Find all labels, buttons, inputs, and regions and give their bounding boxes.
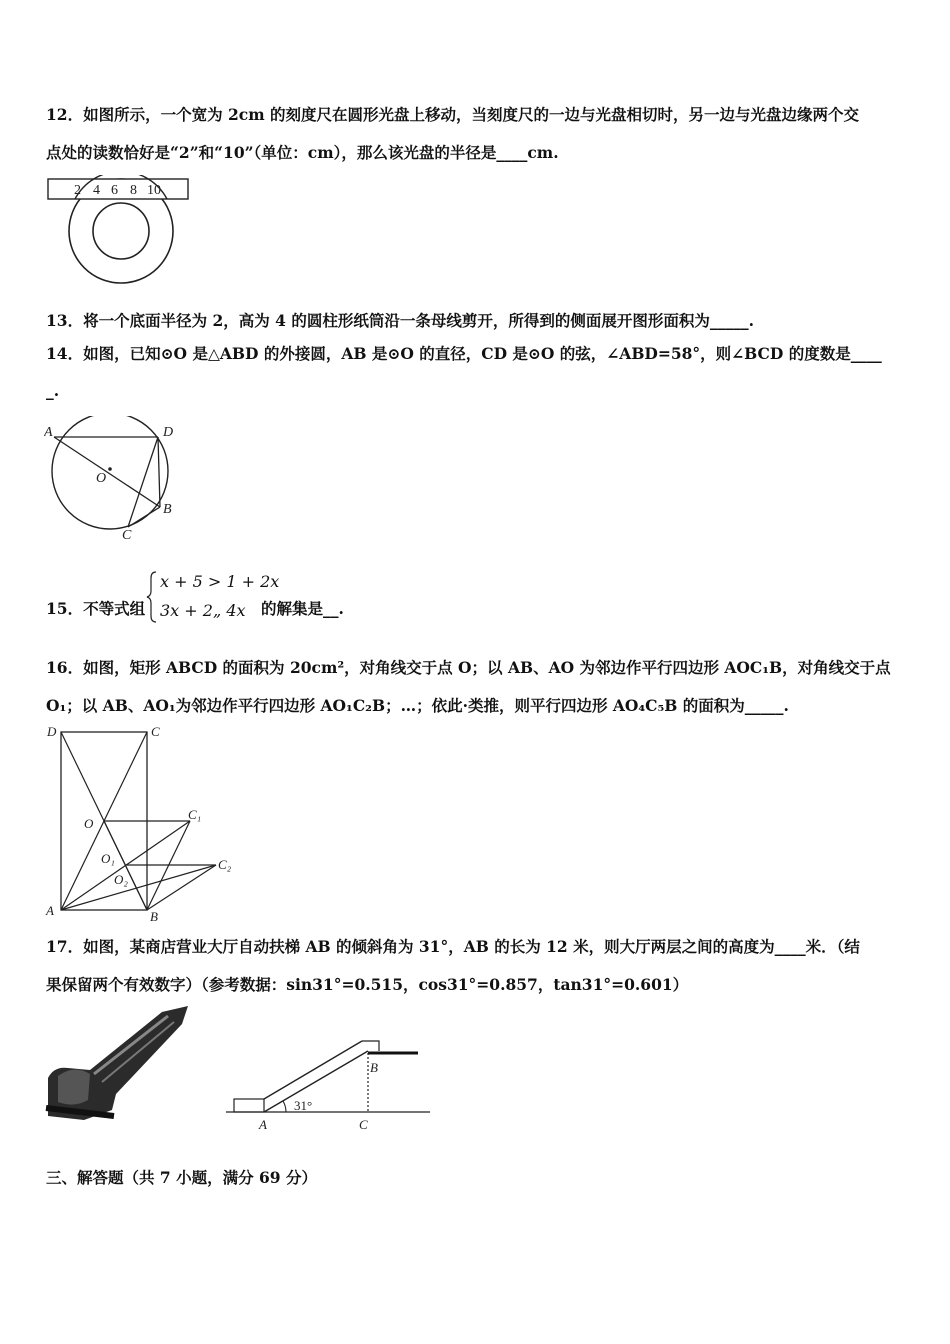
ruler-tick-8: 8 — [130, 183, 137, 198]
escalator-line-ab — [264, 1051, 368, 1112]
label-o2: O₂ — [114, 872, 128, 887]
ruler-tick-10: 10 — [147, 183, 161, 198]
label-c: C — [151, 724, 160, 739]
q12-line1: 12．如图所示，一个宽为 2cm 的刻度尺在圆形光盘上移动，当刻度尺的一边与光盘相切时，另一边与光盘边缘两个交 — [46, 105, 859, 124]
q15-prefix: 15．不等式组 — [46, 599, 146, 618]
inner-disc-circle — [93, 203, 149, 259]
ruler-tick-2: 2 — [74, 183, 81, 198]
q17-line1: 17．如图，某商店营业大厅自动扶梯 AB 的倾斜角为 31°，AB 的长为 12 米，则大厅两层之间的高度为____米．（结 — [46, 937, 860, 956]
q14-line1: 14．如图，已知⊙O 是△ABD 的外接圆，AB 是⊙O 的直径，CD 是⊙O 的弦，∠ABD=58°，则∠BCD 的度数是____ — [46, 344, 882, 363]
escalator-photo — [44, 1004, 194, 1124]
ruler-tick-4: 4 — [93, 183, 100, 198]
escalator-upper-rail — [264, 1041, 362, 1099]
label-a: A — [44, 425, 53, 440]
lower-step — [234, 1099, 264, 1112]
q16-line2: O₁；以 AB、AO₁为邻边作平行四边形 AO₁C₂B；…；依此·类推，则平行四边形 AO₄C₅B 的面积为_____. — [46, 696, 789, 715]
q14-line2: _. — [46, 381, 60, 400]
label-o: O — [96, 471, 107, 486]
ruler — [48, 179, 188, 199]
label-a: A — [46, 903, 54, 918]
q17-line2: 果保留两个有效数字）（参考数据：sin31°=0.515，cos31°=0.857，tan31°=0.601） — [46, 975, 689, 994]
segment-a-c2 — [61, 865, 216, 910]
q15-inequality-2: 3x + 2„ 4x — [160, 601, 246, 620]
segment-db — [158, 437, 160, 507]
label-d: D — [47, 724, 57, 739]
label-c: C — [359, 1117, 368, 1132]
label-c1: C₁ — [188, 807, 202, 822]
label-o1: O₁ — [101, 851, 115, 866]
label-b: B — [163, 502, 172, 517]
center-point — [108, 467, 112, 471]
q13-line1: 13．将一个底面半径为 2，高为 4 的圆柱形纸筒沿一条母线剪开，所得到的侧面展开图形面积为_____. — [46, 311, 754, 330]
label-b: B — [370, 1060, 378, 1075]
label-b: B — [150, 909, 158, 924]
segment-ab — [54, 437, 160, 507]
segment-cb — [128, 507, 160, 527]
label-c: C — [122, 528, 132, 543]
q15-brace-icon — [146, 570, 158, 624]
q14-figure — [44, 416, 184, 544]
label-angle: 31° — [294, 1098, 313, 1113]
q16-line1: 16．如图，矩形 ABCD 的面积为 20cm²，对角线交于点 O；以 AB、AO 为邻边作平行四边形 AOC₁B，对角线交于点 — [46, 658, 891, 677]
label-c2: C₂ — [218, 857, 232, 872]
ruler-tick-6: 6 — [111, 183, 118, 198]
label-d: D — [163, 425, 174, 440]
label-o: O — [84, 816, 94, 831]
label-a: A — [259, 1117, 267, 1132]
circle-o — [52, 416, 168, 529]
angle-arc — [283, 1101, 286, 1112]
escalator-diagram — [222, 1025, 434, 1137]
section-3-title: 三、解答题（共 7 小题，满分 69 分） — [46, 1168, 317, 1187]
q15-inequality-1: x + 5 > 1 + 2x — [160, 572, 280, 591]
upper-landing — [362, 1041, 379, 1051]
segment-dc — [128, 437, 158, 527]
q15-suffix: 的解集是__. — [261, 599, 344, 618]
q16-figure — [44, 722, 244, 924]
q12-line2: 点处的读数恰好是“2”和“10”（单位：cm），那么该光盘的半径是____cm. — [46, 143, 559, 162]
q12-figure — [44, 175, 194, 285]
